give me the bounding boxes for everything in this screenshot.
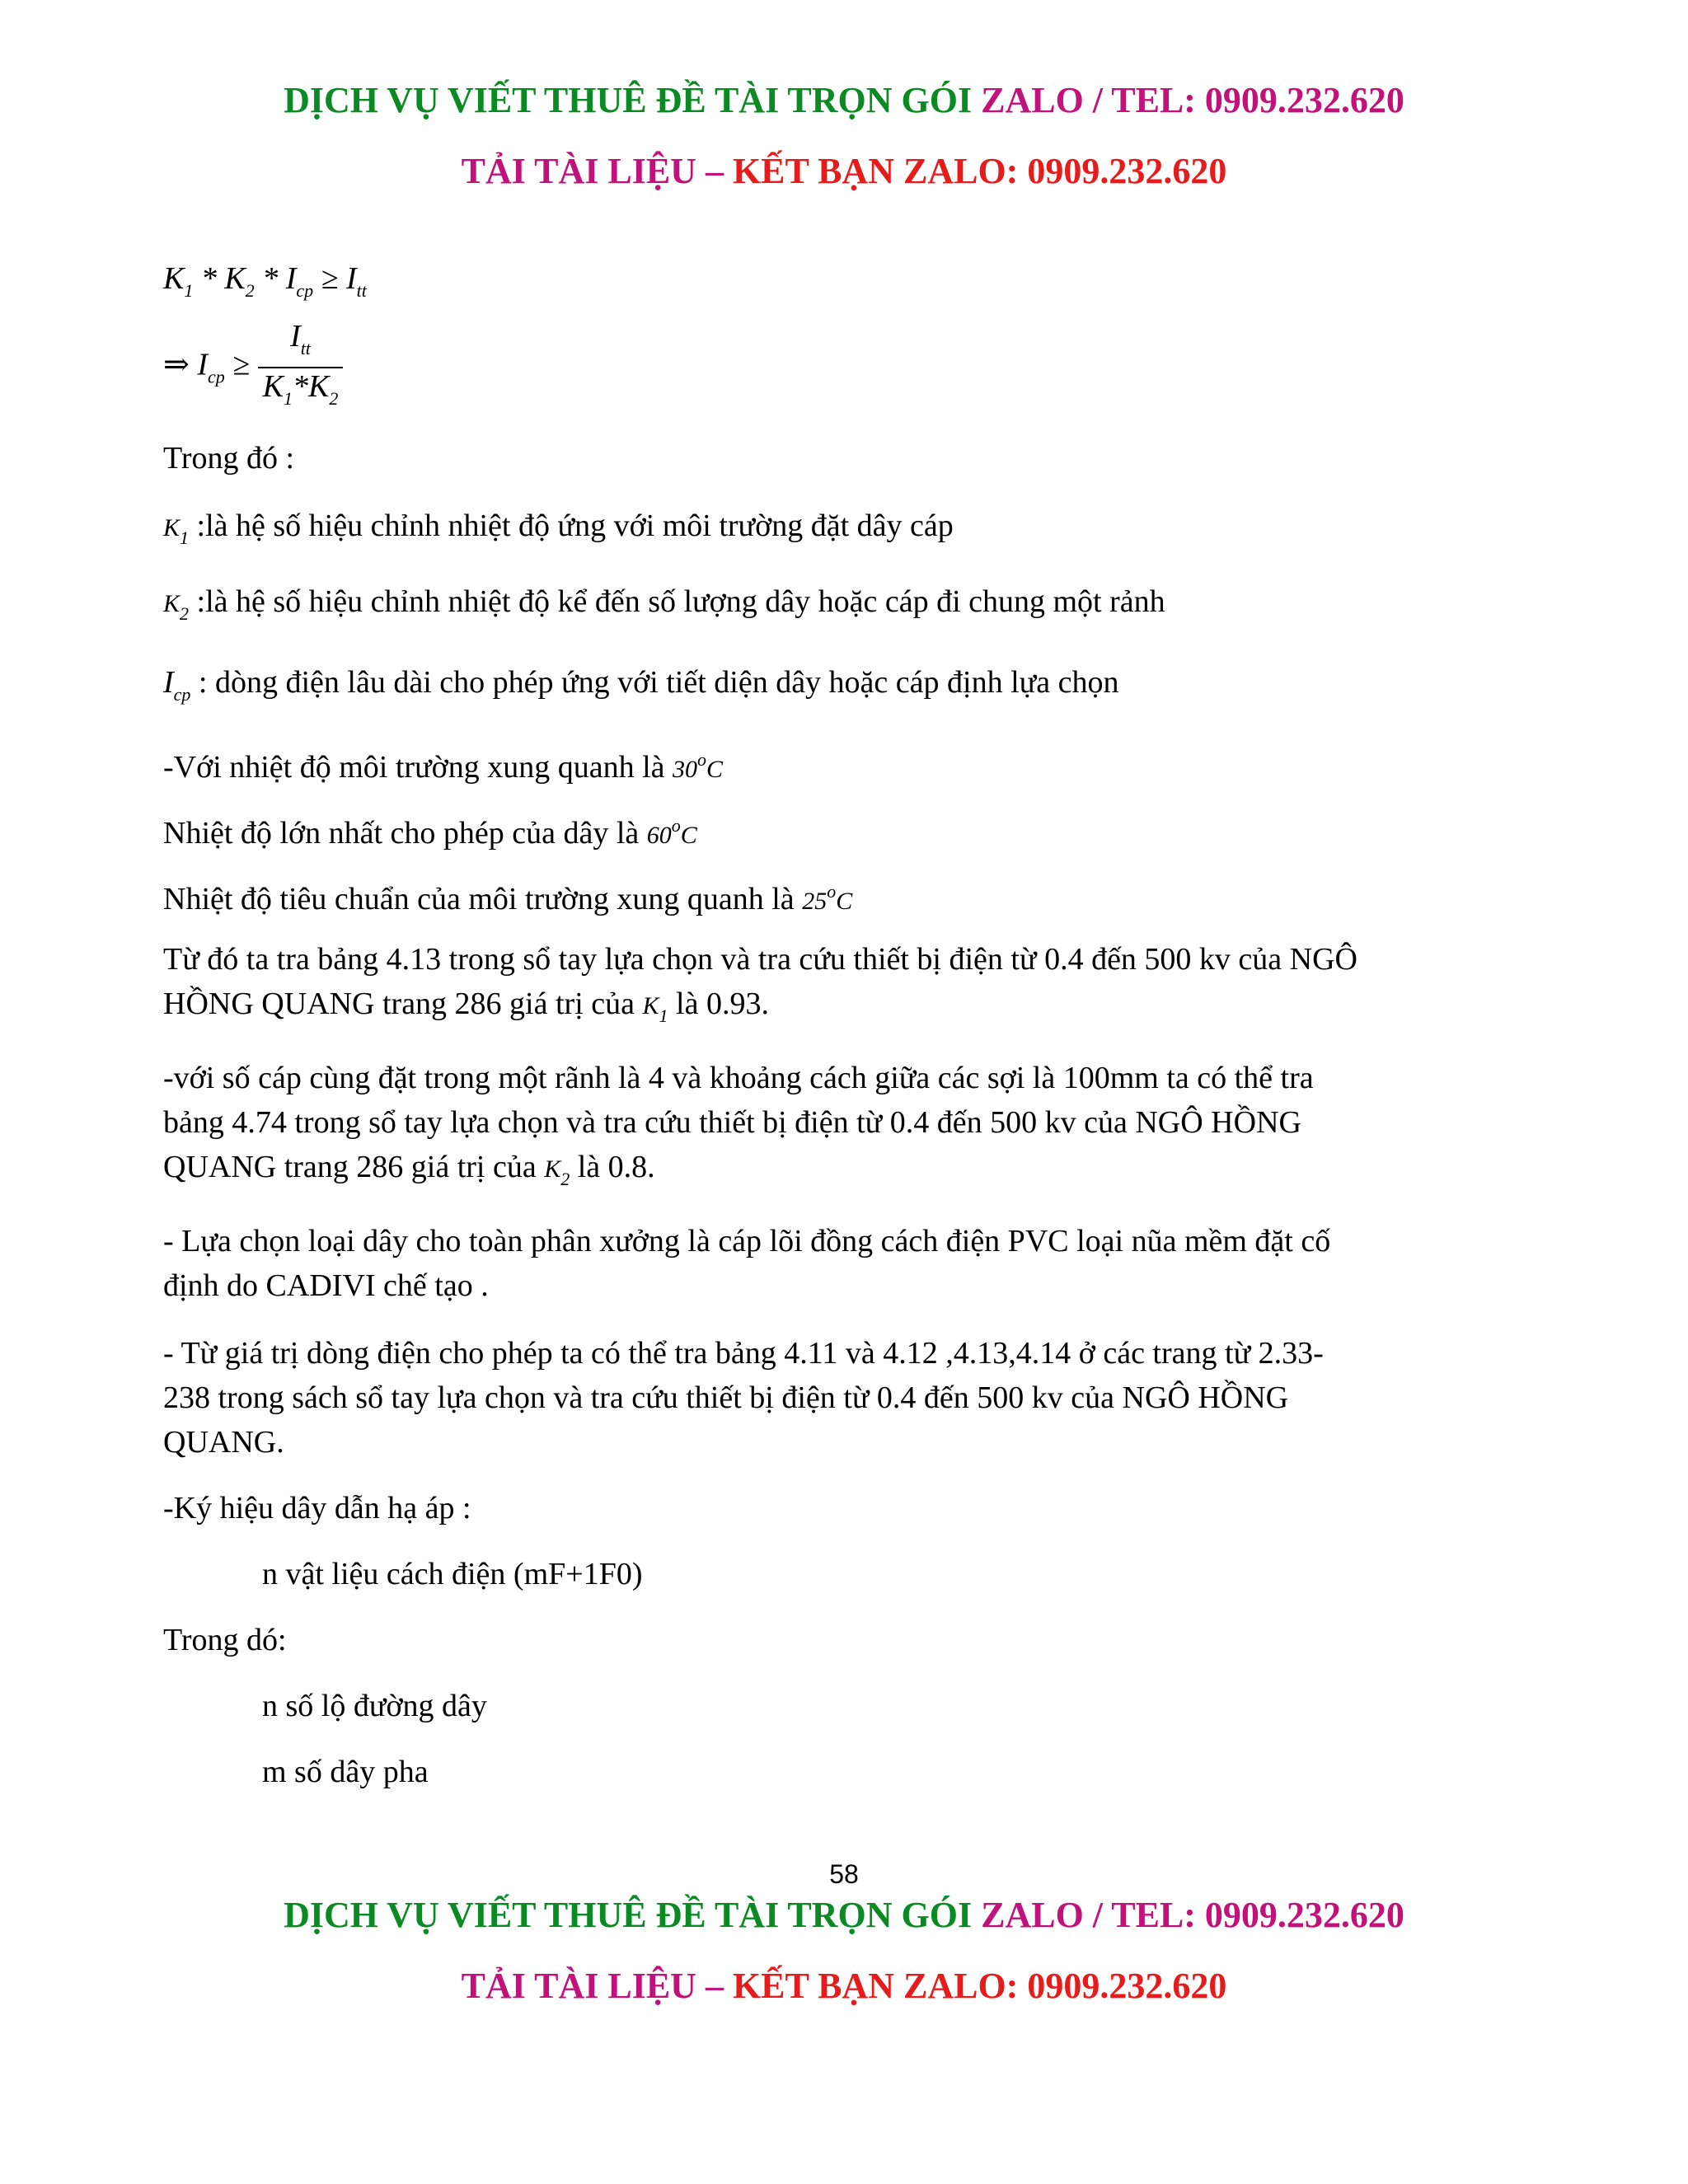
m-description: m số dây pha bbox=[262, 1755, 429, 1789]
formula-result: ⇒ $I_{cp}$ ≥ $\frac{I_{tt}}{K_1*K_2}$ bbox=[163, 318, 343, 417]
header-banner-line-1 bbox=[0, 76, 1688, 125]
header-banner-line-2 bbox=[0, 147, 1688, 196]
formula-fraction: $\frac{I_{tt}}{K_1*K_2}$ bbox=[258, 318, 344, 417]
n-description: n số lộ đường dây bbox=[262, 1689, 487, 1723]
para2-line3: QUANG trang 286 giá trị của $K_2$ là 0.8. bbox=[163, 1150, 655, 1189]
para2-line1: -với số cáp cùng đặt trong một rãnh là 4 và khoảng cách giữa các sợi là 100mm ta có thể tra bbox=[163, 1061, 1314, 1095]
footer-download-text: TẢI TÀI LIỆU – bbox=[461, 1966, 724, 2006]
para3-line2: định do CADIVI chế tạo . bbox=[163, 1268, 489, 1303]
footer-banner-line-1 bbox=[0, 1891, 1688, 1940]
para4-line1: - Từ giá trị dòng điện cho phép ta có thể tra bảng 4.11 và 4.12 ,4.13,4.14 ở các trang từ 2.33- bbox=[163, 1336, 1324, 1371]
para1-line2: HỒNG QUANG trang 286 giá trị của $K_1$ là 0.93. bbox=[163, 987, 769, 1026]
icp-description: $I_{cp}$ : dòng điện lâu dài cho phép ứng với tiết diện dây hoặc cáp định lựa chọn bbox=[163, 665, 1119, 705]
footer-zalo-text: KẾT BẠN ZALO: 0909.232.620 bbox=[732, 1966, 1227, 2006]
para2-line2: bảng 4.74 trong sổ tay lựa chọn và tra cứu thiết bị điện từ 0.4 đến 500 kv của NGÔ HỒNG bbox=[163, 1105, 1301, 1140]
temp-max: Nhiệt độ lớn nhất cho phép của dây là 60$^o$C bbox=[163, 815, 697, 851]
trong-do-label: Trong đó : bbox=[163, 441, 295, 476]
k1-description: $K_1$ :là hệ số hiệu chỉnh nhiệt độ ứng với môi trường đặt dây cáp bbox=[163, 509, 954, 548]
header-zalo-text: KẾT BẠN ZALO: 0909.232.620 bbox=[732, 151, 1227, 191]
symbol-format: n vật liệu cách điện (mF+1F0) bbox=[262, 1557, 643, 1591]
formula-inequality: $K_1 * K_2 * I_{cp} \ge I_{tt}$ bbox=[163, 261, 367, 301]
trong-do-label-2: Trong dó: bbox=[163, 1623, 287, 1657]
para3-line1: - Lựa chọn loại dây cho toàn phân xưởng là cáp lõi đồng cách điện PVC loại nũa mềm đặt cố bbox=[163, 1224, 1331, 1258]
header-service-text: DỊCH VỤ VIẾT THUÊ ĐỀ TÀI TRỌN GÓI bbox=[284, 80, 973, 120]
page-number: 58 bbox=[829, 1859, 859, 1889]
header-contact-text: ZALO / TEL: 0909.232.620 bbox=[981, 80, 1404, 120]
para4-line3: QUANG. bbox=[163, 1425, 284, 1460]
para1-line1: Từ đó ta tra bảng 4.13 trong sổ tay lựa chọn và tra cứu thiết bị điện từ 0.4 đến 500 kv của NGÔ bbox=[163, 942, 1357, 977]
footer-banner-line-2 bbox=[0, 1961, 1688, 2011]
para4-line2: 238 trong sách sổ tay lựa chọn và tra cứu thiết bị điện từ 0.4 đến 500 kv của NGÔ HỒNG bbox=[163, 1380, 1289, 1415]
header-download-text: TẢI TÀI LIỆU – bbox=[461, 151, 724, 191]
symbol-title: -Ký hiệu dây dẫn hạ áp : bbox=[163, 1491, 471, 1526]
footer-contact-text: ZALO / TEL: 0909.232.620 bbox=[981, 1895, 1404, 1935]
temp-standard: Nhiệt độ tiêu chuẩn của môi trường xung quanh là 25$^o$C bbox=[163, 881, 853, 916]
temp-environment: -Với nhiệt độ môi trường xung quanh là 30$^o$C bbox=[163, 749, 724, 785]
k2-description: $K_2$ :là hệ số hiệu chỉnh nhiệt độ kể đến số lượng dây hoặc cáp đi chung một rảnh bbox=[163, 584, 1165, 624]
footer-service-text: DỊCH VỤ VIẾT THUÊ ĐỀ TÀI TRỌN GÓI bbox=[284, 1895, 973, 1935]
